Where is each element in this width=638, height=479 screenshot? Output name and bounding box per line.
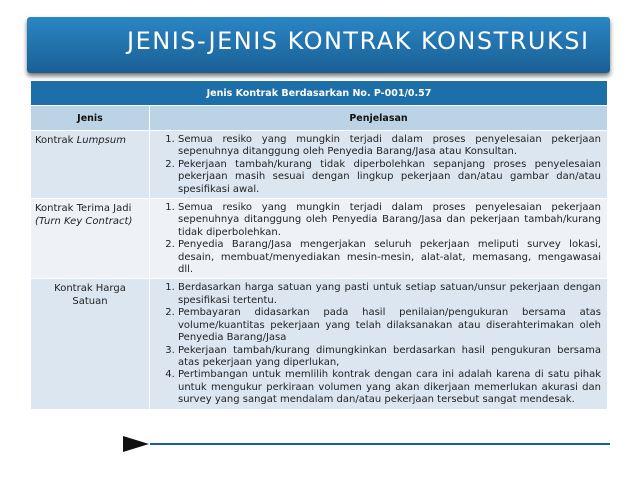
table-caption: Jenis Kontrak Berdasarkan No. P-001/0.57	[31, 81, 608, 106]
table-header-row	[31, 106, 608, 131]
slide-title-bar	[27, 17, 610, 73]
list-item: 2. Pembayaran didasarkan pada hasil penilaian/pengukuran bersama atas volume/kuantitas pekerjaan yang telah dilaksanakan atau diserahterimakan oleh Penyedia Barang/Jasa	[178, 307, 601, 344]
jenis-label: Kontrak Terima Jadi	[35, 203, 132, 215]
penjelasan-list	[150, 134, 601, 196]
penjelasan-cell	[150, 131, 608, 199]
list-item: 4. Pertimbangan untuk memlilih kontrak dengan cara ini adalah karena di satu pihak untuk mengukur perkiraan volumen yang akan dikerjaan memerlukan akurasi dan survey yang sangat mendalam dan/atau pekerjaan tersebut sangat mendesak.	[178, 369, 601, 406]
jenis-cell	[31, 199, 150, 279]
contract-types-table-wrapper	[30, 80, 608, 410]
table-row	[31, 279, 608, 409]
list-item: 2. Penyedia Barang/Jasa mengerjakan seluruh pekerjaan meliputi survey lokasi, desain, membuat/menyediakan mesin-mesin, alat-alat, memasang, mengawasai dll.	[178, 239, 601, 276]
list-item: 2. Pekerjaan tambah/kurang tidak diperbolehkan sepanjang proses penyelesaian pekerjaan masih sesuai dengan lingkup pekerjaan dan/atau gambar dan/atau spesifikasi awal.	[178, 159, 601, 196]
jenis-label-italic: (Turn Key Contract)	[35, 216, 133, 228]
list-item: 1. Berdasarkan harga satuan yang pasti untuk setiap satuan/unsur pekerjaan dengan spesifikasi tertentu.	[178, 282, 601, 307]
jenis-label-italic: Lumpsum	[76, 135, 126, 146]
penjelasan-list	[150, 202, 601, 276]
table-row	[31, 199, 608, 279]
decorative-arrow-shape	[123, 436, 149, 452]
penjelasan-cell	[150, 199, 608, 279]
column-header-penjelasan: Penjelasan	[150, 106, 608, 131]
list-item: 1. Semua resiko yang mungkin terjadi dalam proses penyelesaian pekerjaan sepenuhnya ditanggung oleh Penyedia Barang/Jasa atau Konsultan.	[178, 134, 601, 159]
contract-types-table	[30, 80, 608, 410]
table-row	[31, 131, 608, 199]
list-item: 3. Pekerjaan tambah/kurang dimungkinkan berdasarkan hasil pengukuran bersama atas pekerjaan yang diperlukan,	[178, 345, 601, 370]
slide-title: JENIS-JENIS KONTRAK KONSTRUKSI	[127, 27, 590, 55]
jenis-cell	[31, 131, 150, 199]
jenis-label: Kontrak	[35, 135, 77, 146]
penjelasan-list	[150, 282, 601, 406]
decorative-bottom-line	[150, 443, 610, 445]
table-caption-row	[31, 81, 608, 106]
penjelasan-cell	[150, 279, 608, 409]
column-header-jenis: Jenis	[31, 106, 150, 131]
jenis-cell	[31, 279, 150, 409]
jenis-label: Kontrak Harga Satuan	[54, 283, 126, 308]
list-item: 1. Semua resiko yang mungkin terjadi dalam proses penyelesaian pekerjaan sepenuhnya ditanggung oleh Penyedia Barang/Jasa dan pekerjaan tambah/kurang tidak diperbolehkan.	[178, 202, 601, 239]
